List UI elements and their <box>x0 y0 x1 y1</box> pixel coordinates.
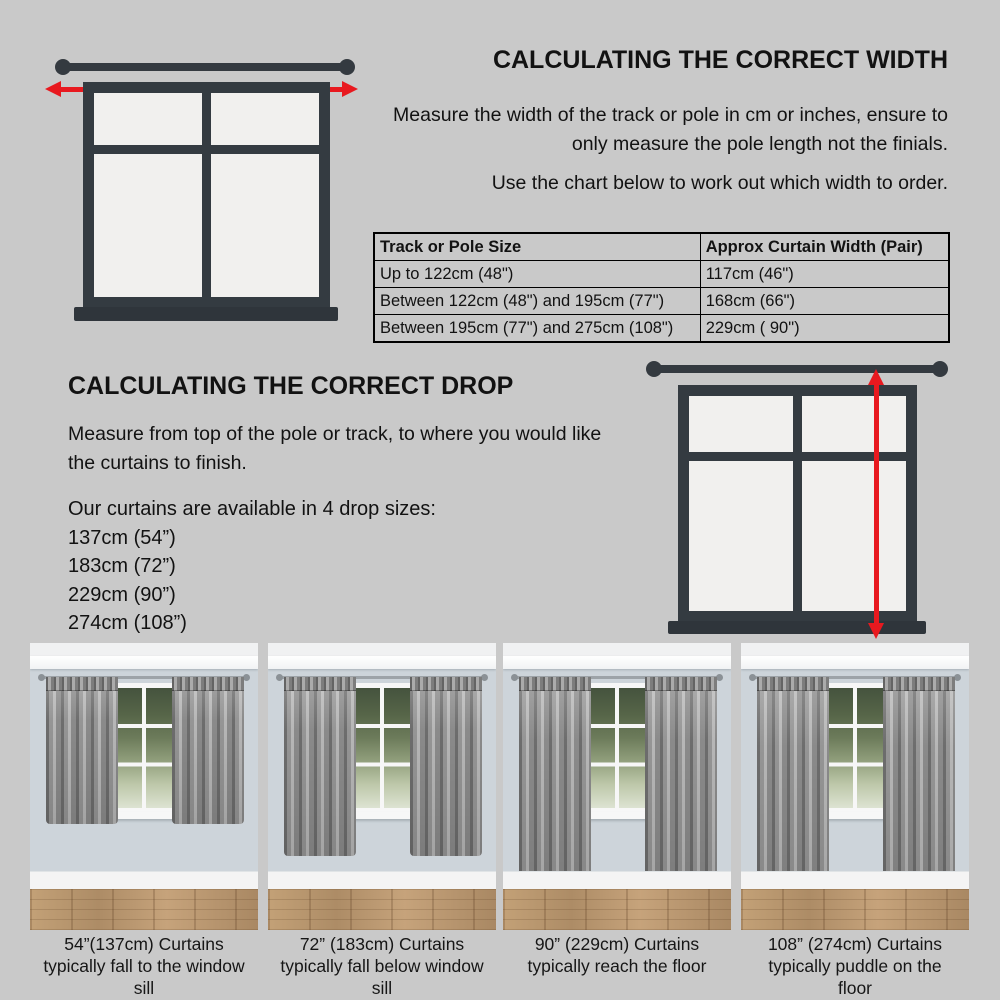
pole-finial-icon <box>932 361 948 377</box>
drop-sizes-intro: Our curtains are available in 4 drop sizes: <box>68 498 436 520</box>
ceiling <box>268 643 496 656</box>
window-sill <box>668 621 926 634</box>
drop-size-item: 137cm (54”) <box>68 526 176 549</box>
width-instructions: Measure the width of the track or pole in cm or inches, ensure to only measure the pole length not the finials. <box>393 104 948 155</box>
wood-floor <box>503 889 731 930</box>
drop-sizes-list <box>68 495 436 638</box>
arrow-bottom-head <box>868 623 884 639</box>
window-pane <box>94 154 202 297</box>
table-cell: 229cm ( 90") <box>700 315 949 343</box>
curtain-left <box>519 677 591 889</box>
width-section-title: CALCULATING THE CORRECT WIDTH <box>492 46 948 74</box>
table-row <box>374 261 949 288</box>
wood-floor <box>268 889 496 930</box>
table-cell: 168cm (66") <box>700 288 949 315</box>
curtain-right <box>645 677 717 889</box>
table-cell: Between 195cm (77") and 275cm (108") <box>374 315 700 343</box>
photo-72-inch-drop <box>268 643 496 930</box>
size-table <box>373 232 950 343</box>
window-pane <box>802 461 906 611</box>
drop-measure-arrow-icon <box>868 369 884 639</box>
skirting-board <box>268 871 496 890</box>
col-header-track-size: Track or Pole Size <box>374 233 700 261</box>
drop-size-item: 229cm (90”) <box>68 583 176 606</box>
curtain-pole-illustration <box>646 361 948 377</box>
curtain-pole-illustration <box>55 59 355 75</box>
table-cell: Up to 122cm (48") <box>374 261 700 288</box>
curtain-left <box>284 677 356 856</box>
crown-molding <box>741 656 969 669</box>
crown-molding <box>268 656 496 669</box>
pole-finial-icon <box>339 59 355 75</box>
window-pane <box>689 461 793 611</box>
window-sill <box>74 307 338 321</box>
skirting-board <box>503 871 731 890</box>
pole-finial-icon <box>646 361 662 377</box>
crown-molding <box>503 656 731 669</box>
arrow-shaft <box>874 381 879 627</box>
table-row <box>374 288 949 315</box>
curtain-left <box>46 677 118 824</box>
photo-90-inch-drop <box>503 643 731 930</box>
photo-caption-72: 72” (183cm) Curtains typically fall below window sill <box>280 934 484 998</box>
crown-molding <box>30 656 258 669</box>
table-row <box>374 315 949 343</box>
pole-bar <box>653 365 941 373</box>
window-illustration-width <box>83 82 330 308</box>
ceiling <box>741 643 969 656</box>
window-pane <box>802 396 906 452</box>
size-table-header-row <box>374 233 949 261</box>
window-pane <box>689 396 793 452</box>
arrow-right-head <box>342 81 358 97</box>
pole-finial-icon <box>55 59 71 75</box>
table-cell: Between 122cm (48") and 195cm (77") <box>374 288 700 315</box>
window-pane <box>211 154 319 297</box>
width-chart-note: Use the chart below to work out which width to order. <box>491 172 948 194</box>
photo-108-inch-drop <box>741 643 969 930</box>
drop-section-title: CALCULATING THE CORRECT DROP <box>68 372 514 400</box>
ceiling <box>503 643 731 656</box>
curtain-right <box>410 677 482 856</box>
photo-caption-108: 108” (274cm) Curtains typically puddle on the floor <box>767 934 943 998</box>
photo-caption-90: 90” (229cm) Curtains typically reach the floor <box>527 934 707 976</box>
table-cell: 117cm (46") <box>700 261 949 288</box>
photo-54-inch-drop <box>30 643 258 930</box>
drop-size-item: 274cm (108”) <box>68 612 187 634</box>
drop-size-item: 183cm (72”) <box>68 555 176 577</box>
drop-instructions: Measure from top of the pole or track, to where you would like the curtains to finish. <box>68 423 602 474</box>
ceiling <box>30 643 258 656</box>
wood-floor <box>30 889 258 930</box>
skirting-board <box>30 871 258 890</box>
window-pane <box>94 93 202 145</box>
wood-floor <box>741 889 969 930</box>
photo-caption-54: 54”(137cm) Curtains typically fall to the window sill <box>43 934 245 998</box>
curtain-right <box>172 677 244 824</box>
pole-bar <box>62 63 348 71</box>
window-pane <box>211 93 319 145</box>
col-header-curtain-width: Approx Curtain Width (Pair) <box>700 233 949 261</box>
skirting-board <box>741 871 969 890</box>
